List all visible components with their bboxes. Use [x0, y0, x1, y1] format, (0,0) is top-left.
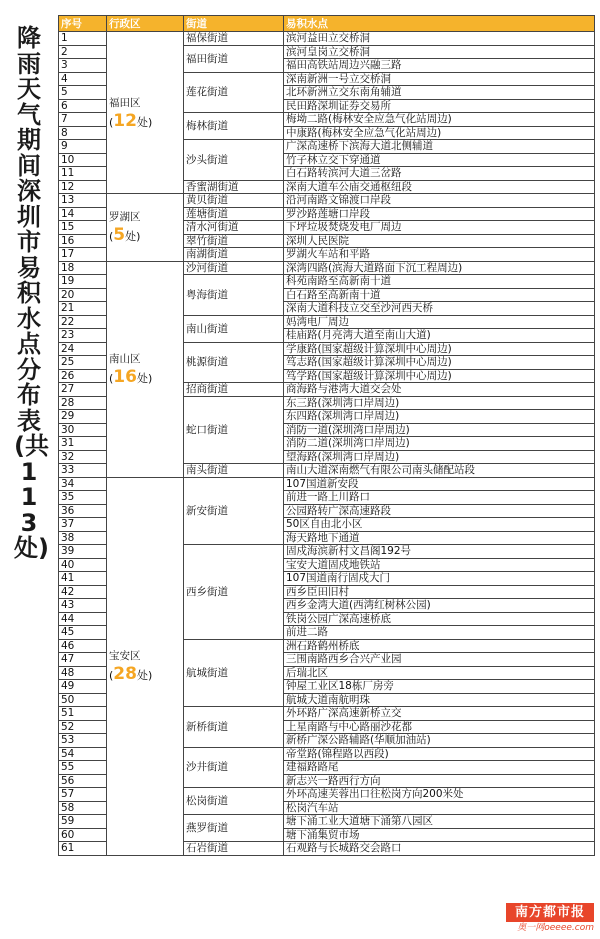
- row-number: 35: [59, 491, 107, 505]
- district-count-unit: 处: [136, 372, 148, 385]
- waterlogging-point: 罗湖火车站和平路: [284, 248, 595, 262]
- district-count-unit: 处: [136, 115, 148, 129]
- waterlogging-point: 三围南路西乡合兴产业园: [284, 653, 595, 667]
- row-number: 23: [59, 329, 107, 343]
- waterlogging-point: 洲石路鹤州桥底: [284, 639, 595, 653]
- row-number: 18: [59, 261, 107, 275]
- street-cell: 石岩街道: [184, 842, 284, 856]
- district-name: 罗湖区: [109, 211, 141, 224]
- row-number: 39: [59, 545, 107, 559]
- waterlogging-point: 建福路路尾: [284, 761, 595, 775]
- street-cell: 南山街道: [184, 315, 284, 342]
- row-number: 2: [59, 45, 107, 59]
- street-cell: 西乡街道: [184, 545, 284, 640]
- row-number: 48: [59, 666, 107, 680]
- row-number: 40: [59, 558, 107, 572]
- street-cell: 蛇口街道: [184, 396, 284, 464]
- waterlogging-point: 罗沙路莲塘口岸段: [284, 207, 595, 221]
- district-count-number: 12: [113, 110, 137, 131]
- waterlogging-point: 深南大道车公庙交通枢纽段: [284, 180, 595, 194]
- table-row: [59, 194, 595, 208]
- row-number: 36: [59, 504, 107, 518]
- district-count: (28处): [109, 664, 153, 684]
- waterlogging-point: 石观路与长城路交会路口: [284, 842, 595, 856]
- district-count-number: 5: [113, 225, 126, 246]
- waterlogging-point: 白石路转滨河大道三岔路: [284, 167, 595, 181]
- row-number: 59: [59, 815, 107, 829]
- row-number: 51: [59, 707, 107, 721]
- waterlogging-point: 前进二路: [284, 626, 595, 640]
- district-count-number: 16: [113, 367, 137, 387]
- waterlogging-point: 学康路(国家超级计算深圳中心周边): [284, 342, 595, 356]
- waterlogging-point: 中康路(梅林安全应急气化站周边): [284, 126, 595, 140]
- waterlogging-point: 广深高速桥下滨海大道北侧辅道: [284, 140, 595, 154]
- waterlogging-point: 下坪垃圾焚烧发电厂周边: [284, 221, 595, 235]
- row-number: 10: [59, 153, 107, 167]
- waterlogging-point: 海天路地下通道: [284, 531, 595, 545]
- waterlogging-point: 民田路深圳证券交易所: [284, 99, 595, 113]
- row-number: 26: [59, 369, 107, 383]
- district-cell: [107, 32, 184, 194]
- waterlogging-table: [58, 15, 595, 856]
- row-number: 54: [59, 747, 107, 761]
- district-cell: [107, 261, 184, 477]
- table-row: [59, 261, 595, 275]
- row-number: 14: [59, 207, 107, 221]
- waterlogging-point: 前进一路上川路口: [284, 491, 595, 505]
- street-cell: 招商街道: [184, 383, 284, 397]
- row-number: 44: [59, 612, 107, 626]
- row-number: 3: [59, 59, 107, 73]
- row-number: 57: [59, 788, 107, 802]
- logo-main-text: 南方都市报: [506, 903, 594, 922]
- street-cell: 松岗街道: [184, 788, 284, 815]
- row-number: 17: [59, 248, 107, 262]
- newspaper-logo: [506, 903, 596, 935]
- street-cell: 沙头街道: [184, 140, 284, 181]
- header-point: 易积水点: [284, 16, 595, 32]
- row-number: 21: [59, 302, 107, 316]
- row-number: 11: [59, 167, 107, 181]
- table-row: [59, 32, 595, 46]
- row-number: 37: [59, 518, 107, 532]
- waterlogging-point: 东四路(深圳湾口岸周边): [284, 410, 595, 424]
- waterlogging-point: 消防一道(深圳湾口岸周边): [284, 423, 595, 437]
- row-number: 38: [59, 531, 107, 545]
- street-cell: 清水河街道: [184, 221, 284, 235]
- district-count-number: 28: [113, 664, 137, 684]
- waterlogging-point: 新桥广深公路辅路(华顺加油站): [284, 734, 595, 748]
- waterlogging-point: 宝安大道固戍地铁站: [284, 558, 595, 572]
- waterlogging-point: 白石路至高新南十道: [284, 288, 595, 302]
- row-number: 8: [59, 126, 107, 140]
- street-cell: 粤海街道: [184, 275, 284, 316]
- row-number: 42: [59, 585, 107, 599]
- row-number: 46: [59, 639, 107, 653]
- waterlogging-point: 深圳人民医院: [284, 234, 595, 248]
- waterlogging-point: 桂庙路(月亮湾大道至南山大道): [284, 329, 595, 343]
- row-number: 20: [59, 288, 107, 302]
- district-count-unit: 处: [125, 230, 137, 244]
- row-number: 5: [59, 86, 107, 100]
- district-name: 宝安区: [109, 650, 141, 662]
- row-number: 61: [59, 842, 107, 856]
- waterlogging-point: 钟屋工业区18栋厂房旁: [284, 680, 595, 694]
- row-number: 55: [59, 761, 107, 775]
- row-number: 47: [59, 653, 107, 667]
- row-number: 15: [59, 221, 107, 235]
- row-number: 52: [59, 720, 107, 734]
- waterlogging-point: 帝堂路(锦程路以西段): [284, 747, 595, 761]
- row-number: 19: [59, 275, 107, 289]
- row-number: 33: [59, 464, 107, 478]
- street-cell: 福保街道: [184, 32, 284, 46]
- waterlogging-point: 笃志路(国家超级计算深圳中心周边): [284, 356, 595, 370]
- waterlogging-point: 笃学路(国家超级计算深圳中心周边): [284, 369, 595, 383]
- header-no: 序号: [59, 16, 107, 32]
- row-number: 50: [59, 693, 107, 707]
- street-cell: 航城街道: [184, 639, 284, 707]
- row-number: 31: [59, 437, 107, 451]
- row-number: 53: [59, 734, 107, 748]
- waterlogging-point: 沿河南路文锦渡口岸段: [284, 194, 595, 208]
- waterlogging-point: 塘下涌工业大道塘下涌第八园区: [284, 815, 595, 829]
- row-number: 45: [59, 626, 107, 640]
- district-name: 南山区: [109, 353, 141, 365]
- street-cell: 新桥街道: [184, 707, 284, 748]
- street-cell: 莲花街道: [184, 72, 284, 113]
- row-number: 28: [59, 396, 107, 410]
- waterlogging-point: 深南大道科技立交至沙河西天桥: [284, 302, 595, 316]
- waterlogging-point: 新志兴一路西行方向: [284, 774, 595, 788]
- waterlogging-point: 外环高速芙蓉出口往松岗方向200米处: [284, 788, 595, 802]
- district-count-unit: 处: [136, 669, 148, 682]
- waterlogging-point: 航城大道南航明珠: [284, 693, 595, 707]
- row-number: 24: [59, 342, 107, 356]
- district-cell: [107, 477, 184, 855]
- waterlogging-point: 商海路与港湾大道交会处: [284, 383, 595, 397]
- row-number: 34: [59, 477, 107, 491]
- street-cell: 新安街道: [184, 477, 284, 545]
- waterlogging-point: 西乡臣田旧村: [284, 585, 595, 599]
- street-cell: 燕罗街道: [184, 815, 284, 842]
- waterlogging-point: 竹子林立交下穿通道: [284, 153, 595, 167]
- waterlogging-point: 深南新洲一号立交桥洞: [284, 72, 595, 86]
- row-number: 22: [59, 315, 107, 329]
- row-number: 49: [59, 680, 107, 694]
- waterlogging-point: 107国道南行固戍大门: [284, 572, 595, 586]
- row-number: 4: [59, 72, 107, 86]
- page-title: 降雨天气期间深圳市易积水点分布表(共113处): [14, 24, 49, 562]
- waterlogging-point: 福田高铁站周边兴融三路: [284, 59, 595, 73]
- waterlogging-point: 西乡金湾大道(西湾红树林公园): [284, 599, 595, 613]
- waterlogging-point: 东三路(深圳湾口岸周边): [284, 396, 595, 410]
- street-cell: 翠竹街道: [184, 234, 284, 248]
- waterlogging-point: 科苑南路至高新南十道: [284, 275, 595, 289]
- street-cell: 南头街道: [184, 464, 284, 478]
- waterlogging-point: 公园路转广深高速路段: [284, 504, 595, 518]
- row-number: 9: [59, 140, 107, 154]
- district-count: (5处): [109, 225, 141, 246]
- row-number: 41: [59, 572, 107, 586]
- district-count: (12处): [109, 110, 153, 131]
- row-number: 13: [59, 194, 107, 208]
- row-number: 56: [59, 774, 107, 788]
- street-cell: 香蜜湖街道: [184, 180, 284, 194]
- street-cell: 南湖街道: [184, 248, 284, 262]
- row-number: 60: [59, 828, 107, 842]
- street-cell: 沙井街道: [184, 747, 284, 788]
- row-number: 16: [59, 234, 107, 248]
- row-number: 32: [59, 450, 107, 464]
- row-number: 1: [59, 32, 107, 46]
- district-count: (16处): [109, 367, 153, 387]
- waterlogging-point: 北环新洲立交东南角辅道: [284, 86, 595, 100]
- row-number: 27: [59, 383, 107, 397]
- waterlogging-point: 消防二道(深圳湾口岸周边): [284, 437, 595, 451]
- waterlogging-point: 固戍海滨新村文昌阁192号: [284, 545, 595, 559]
- street-cell: 莲塘街道: [184, 207, 284, 221]
- waterlogging-point: 南山大道深南燃气有限公司南头储配站段: [284, 464, 595, 478]
- waterlogging-point: 后瑞北区: [284, 666, 595, 680]
- street-cell: 梅林街道: [184, 113, 284, 140]
- street-cell: 黄贝街道: [184, 194, 284, 208]
- row-number: 29: [59, 410, 107, 424]
- row-number: 43: [59, 599, 107, 613]
- table-row: [59, 477, 595, 491]
- waterlogging-point: 50区自由北小区: [284, 518, 595, 532]
- row-number: 12: [59, 180, 107, 194]
- waterlogging-point: 妈湾电厂周边: [284, 315, 595, 329]
- table-header-row: [59, 16, 595, 32]
- logo-sub-text: 奥一网oeeee.com: [517, 923, 594, 933]
- street-cell: 福田街道: [184, 45, 284, 72]
- row-number: 30: [59, 423, 107, 437]
- header-district: 行政区: [107, 16, 184, 32]
- district-cell: [107, 194, 184, 262]
- waterlogging-point: 深湾四路(滨海大道路面下沉工程周边): [284, 261, 595, 275]
- row-number: 7: [59, 113, 107, 127]
- row-number: 25: [59, 356, 107, 370]
- waterlogging-point: 塘下涌集贸市场: [284, 828, 595, 842]
- table-body: [59, 32, 595, 856]
- waterlogging-point: 上星南路与中心路丽沙花都: [284, 720, 595, 734]
- waterlogging-point: 107国道新安段: [284, 477, 595, 491]
- district-name: 福田区: [109, 96, 141, 109]
- header-street: 街道: [184, 16, 284, 32]
- row-number: 6: [59, 99, 107, 113]
- street-cell: 桃源街道: [184, 342, 284, 383]
- row-number: 58: [59, 801, 107, 815]
- waterlogging-point: 滨河益田立交桥洞: [284, 32, 595, 46]
- waterlogging-point: 滨河皇岗立交桥洞: [284, 45, 595, 59]
- street-cell: 沙河街道: [184, 261, 284, 275]
- waterlogging-point: 铁岗公园广深高速桥底: [284, 612, 595, 626]
- waterlogging-point: 梅坳二路(梅林安全应急气化站周边): [284, 113, 595, 127]
- waterlogging-point: 望海路(深圳湾口岸周边): [284, 450, 595, 464]
- waterlogging-point: 外环路广深高速新桥立交: [284, 707, 595, 721]
- waterlogging-point: 松岗汽车站: [284, 801, 595, 815]
